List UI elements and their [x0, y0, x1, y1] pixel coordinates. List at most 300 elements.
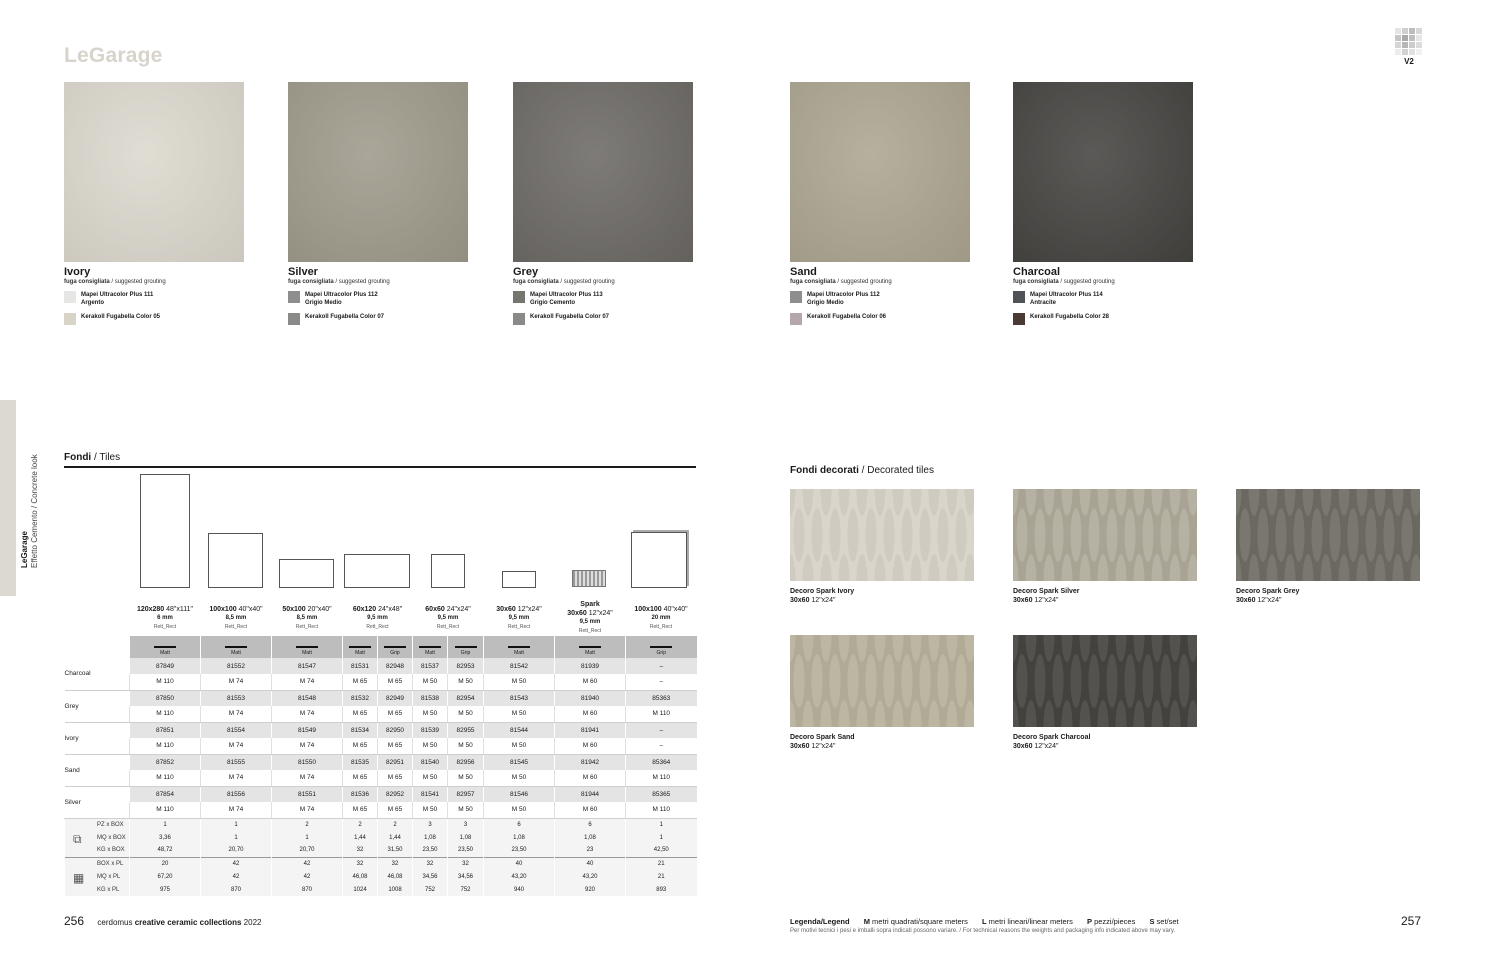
article-code: 85365: [626, 786, 697, 802]
unit-cell: M 74: [201, 802, 272, 818]
article-code: 81546: [484, 786, 555, 802]
grout-chip: [64, 313, 76, 325]
packing-value: 21: [626, 857, 697, 870]
packing-value: 1,08: [555, 831, 626, 844]
product-table: [64, 598, 697, 896]
packing-value: 752: [448, 883, 484, 896]
pallet-icon: ▦: [73, 870, 85, 885]
format-size: [413, 605, 484, 614]
format-size-cm: 100x100: [634, 605, 662, 613]
swatch-card: [790, 82, 972, 329]
unit-cell: M 50: [484, 802, 555, 818]
decorated-section-title: [790, 465, 934, 476]
article-code: 81536: [343, 786, 378, 802]
format-size-inch: 24"x48": [376, 605, 403, 613]
packing-value: 3: [448, 818, 484, 831]
article-code: 81543: [484, 690, 555, 706]
packing-value: 32: [378, 857, 413, 870]
unit-cell: M 50: [484, 706, 555, 722]
format-thickness: 9,5 mm: [579, 619, 601, 625]
decorated-image: [790, 635, 974, 727]
format-edge: Rett_Rect: [153, 623, 177, 630]
row-color-name: Silver: [65, 786, 130, 818]
article-code: 82948: [378, 658, 413, 674]
decorated-size-inch: 12"x24": [1255, 597, 1282, 604]
packing-value: 20,70: [201, 844, 272, 857]
side-label: [20, 454, 40, 568]
article-code: 81940: [555, 690, 626, 706]
format-size-inch: 40"x40": [661, 605, 688, 613]
swatch-image: [1013, 82, 1193, 262]
format-size: [484, 605, 555, 614]
format-size: [343, 605, 413, 614]
finish-label: Matt: [154, 646, 176, 656]
swatch-image: [790, 82, 970, 262]
packing-value: 67,20: [130, 870, 201, 883]
format-thickness: 6 mm: [157, 614, 173, 621]
packing-value: 23,50: [484, 844, 555, 857]
unit-cell: M 110: [130, 738, 201, 754]
unit-cell: M 110: [626, 706, 697, 722]
article-code: 81545: [484, 754, 555, 770]
swatch-card: [513, 82, 695, 329]
format-header: [555, 598, 626, 636]
format-size-inch: 12"x24": [515, 605, 542, 613]
unit-cell: M 50: [448, 802, 484, 818]
packing-value: 1: [201, 831, 272, 844]
v2-logo-grid-icon: [1395, 28, 1423, 55]
packing-value: 42: [201, 857, 272, 870]
finish-row: [65, 636, 697, 658]
swatch-name: Grey: [513, 266, 539, 278]
grout-chip: [790, 313, 802, 325]
grout-caption: [64, 279, 246, 285]
format-edge: Rett_Rect: [224, 623, 248, 630]
unit-cell: M 74: [272, 674, 343, 690]
unit-cell: M 50: [413, 738, 448, 754]
article-code: 82953: [448, 658, 484, 674]
row-color-name: Ivory: [65, 722, 130, 754]
format-thickness: 8,5 mm: [225, 614, 247, 621]
packing-value: 870: [272, 883, 343, 896]
footer-brandline: [97, 918, 261, 927]
unit-cell: M 50: [413, 770, 448, 786]
decorated-size-cm: 30x60: [790, 597, 810, 604]
decorated-image: [1236, 489, 1420, 581]
unit-cell: M 65: [378, 674, 413, 690]
article-code: 81941: [555, 722, 626, 738]
article-code: –: [626, 722, 697, 738]
format-size: [201, 605, 272, 614]
grout-mapei: [513, 291, 695, 307]
finish-label: Matt: [419, 646, 441, 656]
packing-value: 48,72: [130, 844, 201, 857]
format-size: [272, 605, 343, 614]
packing-value: 1,44: [343, 831, 378, 844]
decorated-size: [1236, 596, 1420, 605]
format-size-inch: 12"x24": [586, 610, 613, 617]
unit-cell: M 50: [413, 802, 448, 818]
grout-kerakoll-label: Kerakoll Fugabella Color 28: [1030, 314, 1110, 320]
format-size-cm: 120x280: [136, 605, 165, 613]
packing-row: [65, 818, 697, 831]
article-code: 81541: [413, 786, 448, 802]
format-header: [343, 598, 413, 636]
format-thickness: 8,5 mm: [296, 614, 318, 621]
packing-value: 46,08: [343, 870, 378, 883]
page-number-left: 256: [64, 914, 85, 928]
finish-cell: [555, 636, 626, 658]
article-code: 81939: [555, 658, 626, 674]
grout-caption-it: fuga consigliata: [288, 279, 334, 285]
unit-cell: M 74: [272, 802, 343, 818]
legend-s: [1149, 917, 1178, 926]
unit-cell: –: [626, 738, 697, 754]
swatch-image: [513, 82, 693, 262]
article-code: 87849: [130, 658, 201, 674]
packing-label: PZ x BOX: [97, 821, 124, 828]
decorated-image: [1013, 635, 1197, 727]
packing-value: 32: [413, 857, 448, 870]
grout-mapei-label: Mapei Ultracolor Plus 113 Grigio Cemento: [530, 292, 603, 306]
unit-cell: M 60: [555, 770, 626, 786]
packing-value: 32: [448, 857, 484, 870]
legend-note: Per motivi tecnici i pesi e imballi sopra indicati possono variare. / For technical reasons the weights and packaging info indicated above may vary.: [790, 928, 1176, 934]
packing-value: 46,08: [378, 870, 413, 883]
decorated-size-inch: 12"x24": [1032, 743, 1059, 750]
grout-kerakoll: [513, 313, 695, 329]
packing-value: 893: [626, 883, 697, 896]
decorated-name: Decoro Spark Sand: [790, 734, 855, 741]
article-code: 81547: [272, 658, 343, 674]
legend-l-text: metri lineari/linear meters: [986, 917, 1073, 926]
finish-spacer: [65, 636, 130, 658]
grout-mapei: [288, 291, 470, 307]
decorated-name: Decoro Spark Grey: [1236, 588, 1300, 595]
grout-chip: [513, 313, 525, 325]
decorated-card: [1013, 489, 1197, 605]
packing-value: 43,20: [555, 870, 626, 883]
format-60x60-shape: [431, 554, 465, 588]
swatch-card: [288, 82, 470, 329]
packing-label: MQ x PL: [97, 873, 121, 880]
legend-m-text: metri quadrati/square meters: [869, 917, 968, 926]
grout-chip: [288, 313, 300, 325]
article-code: 81537: [413, 658, 448, 674]
table-row: [65, 658, 697, 674]
unit-cell: M 65: [378, 706, 413, 722]
decorated-card: [790, 635, 974, 751]
unit-cell: M 50: [413, 706, 448, 722]
packing-label-cell: [65, 857, 130, 870]
format-thickness: 9,5 mm: [508, 614, 530, 621]
article-code: 87851: [130, 722, 201, 738]
packing-value: 23,50: [413, 844, 448, 857]
format-edge: Rett_Rect: [436, 623, 460, 630]
packing-value: 2: [343, 818, 378, 831]
grout-mapei: [790, 291, 972, 307]
finish-label: Matt: [349, 646, 371, 656]
table-row: [65, 738, 697, 754]
unit-cell: M 60: [555, 738, 626, 754]
grout-kerakoll: [1013, 313, 1195, 329]
format-header: [413, 598, 484, 636]
grout-mapei-label: Mapei Ultracolor Plus 111 Argento: [81, 292, 154, 306]
decorated-name: Decoro Spark Silver: [1013, 588, 1080, 595]
tiles-title-en: / Tiles: [91, 452, 121, 463]
decorated-image: [790, 489, 974, 581]
format-header: [130, 598, 201, 636]
format-100x100-20mm-shape: [631, 532, 687, 588]
format-size-cm: 60x120: [352, 605, 377, 613]
tiles-divider: [64, 466, 696, 468]
packing-label: KG x BOX: [97, 847, 125, 854]
unit-cell: M 50: [484, 738, 555, 754]
packing-value: 21: [626, 870, 697, 883]
packing-value: 20: [130, 857, 201, 870]
format-edge: Rett_Rect: [507, 623, 531, 630]
format-edge: Rett_Rect: [649, 623, 673, 630]
tiles-section-title: [64, 452, 120, 463]
tiles-title-it: Fondi: [64, 452, 92, 463]
grout-chip: [1013, 291, 1025, 303]
packing-row: [65, 857, 697, 870]
article-code: 87854: [130, 786, 201, 802]
format-edge: Rett_Rect: [578, 628, 602, 634]
format-size-inch: 24"x24": [444, 605, 471, 613]
legend-title: Legenda/Legend: [790, 917, 850, 926]
packing-row: [65, 831, 697, 844]
swatch-card: [64, 82, 246, 329]
grout-caption-en: / suggested grouting: [109, 279, 166, 285]
grout-kerakoll: [790, 313, 972, 329]
finish-cell: [448, 636, 484, 658]
grout-chip: [790, 291, 802, 303]
packing-value: 1,08: [413, 831, 448, 844]
grout-caption-en: / suggested grouting: [558, 279, 615, 285]
unit-cell: M 50: [448, 706, 484, 722]
packing-row: [65, 844, 697, 857]
side-collection: LeGarage: [20, 531, 29, 568]
table-row: [65, 706, 697, 722]
unit-cell: M 74: [201, 738, 272, 754]
format-size-cm: 30x60: [496, 605, 516, 613]
unit-cell: M 65: [343, 802, 378, 818]
grout-caption: [288, 279, 470, 285]
finish-label: Grip: [384, 646, 406, 656]
grout-caption-it: fuga consigliata: [513, 279, 559, 285]
packing-value: 2: [272, 818, 343, 831]
packing-value: 1: [201, 818, 272, 831]
grout-mapei: [64, 291, 246, 307]
packing-value: 20,70: [272, 844, 343, 857]
packing-value: 2: [378, 818, 413, 831]
article-code: 81553: [201, 690, 272, 706]
unit-cell: M 65: [343, 674, 378, 690]
decorated-title-it: Fondi decorati: [790, 465, 859, 476]
side-subtitle: Effetto Cemento / Concrete look: [30, 454, 39, 568]
packing-value: 42: [272, 870, 343, 883]
format-edge: Rett_Rect: [366, 623, 389, 630]
legend-l-key: L: [982, 917, 987, 926]
grout-chip: [513, 291, 525, 303]
unit-cell: M 110: [130, 706, 201, 722]
article-code: 81531: [343, 658, 378, 674]
footer-brand: cerdomus: [97, 918, 133, 927]
legend-s-text: set/set: [1154, 917, 1179, 926]
packing-value: 1,08: [484, 831, 555, 844]
unit-cell: M 50: [413, 674, 448, 690]
grout-caption-en: / suggested grouting: [1058, 279, 1115, 285]
finish-cell: [378, 636, 413, 658]
finish-cell: [413, 636, 448, 658]
decorated-size-cm: 30x60: [1013, 743, 1033, 750]
row-color-name: Grey: [65, 690, 130, 722]
finish-label: Matt: [508, 646, 530, 656]
footer-left: [64, 914, 261, 928]
article-code: 81551: [272, 786, 343, 802]
article-code: 81944: [555, 786, 626, 802]
table-row: [65, 754, 697, 770]
packing-value: 42,50: [626, 844, 697, 857]
format-size-cm: 60x60: [425, 605, 445, 613]
legend-m: [864, 917, 968, 926]
decorated-card: [790, 489, 974, 605]
article-code: 81532: [343, 690, 378, 706]
format-size-cm: 30x60: [567, 610, 587, 617]
format-size: [555, 609, 626, 618]
finish-cell: [343, 636, 378, 658]
format-size: [130, 605, 201, 614]
packing-value: 42: [272, 857, 343, 870]
format-spark-shape: [572, 570, 606, 587]
grout-caption-it: fuga consigliata: [64, 279, 110, 285]
row-color-name: Sand: [65, 754, 130, 786]
decorated-size: [790, 742, 974, 751]
unit-cell: M 50: [448, 738, 484, 754]
format-header: [484, 598, 555, 636]
decorated-card: [1013, 635, 1197, 751]
decorated-name: Decoro Spark Ivory: [790, 588, 855, 595]
table-row: [65, 722, 697, 738]
unit-cell: M 60: [555, 706, 626, 722]
packing-value: 6: [484, 818, 555, 831]
article-code: 85364: [626, 754, 697, 770]
header-spacer: [65, 598, 130, 636]
grout-caption-it: fuga consigliata: [1013, 279, 1059, 285]
finish-cell: [626, 636, 697, 658]
grout-mapei-label: Mapei Ultracolor Plus 112 Grigio Medio: [305, 292, 378, 306]
row-color-name: Charcoal: [65, 658, 130, 690]
swatch-name: Sand: [790, 266, 817, 278]
format-header: [272, 598, 343, 636]
finish-cell: [201, 636, 272, 658]
packing-row: [65, 870, 697, 883]
article-code: 81535: [343, 754, 378, 770]
unit-cell: M 74: [201, 706, 272, 722]
unit-cell: M 74: [201, 674, 272, 690]
decorated-size-cm: 30x60: [790, 743, 810, 750]
packing-value: 32: [343, 844, 378, 857]
packing-label-cell: [65, 883, 130, 896]
footer-year: 2022: [241, 918, 262, 927]
format-variant: Spark: [580, 601, 600, 608]
packing-value: 1,08: [448, 831, 484, 844]
packing-label-cell: [65, 818, 130, 831]
packing-row: [65, 883, 697, 896]
packing-label: BOX x PL: [97, 860, 124, 867]
format-thickness: 20 mm: [651, 614, 671, 621]
unit-cell: M 65: [378, 738, 413, 754]
finish-label: Grip: [650, 646, 672, 656]
decorated-size-cm: 30x60: [1236, 597, 1256, 604]
format-header: [201, 598, 272, 636]
packing-value: 1008: [378, 883, 413, 896]
packing-value: 1024: [343, 883, 378, 896]
format-100x100-shape: [208, 533, 263, 588]
swatch-image: [64, 82, 244, 262]
format-size-inch: 40"x40": [236, 605, 263, 613]
packing-value: 940: [484, 883, 555, 896]
article-code: 82956: [448, 754, 484, 770]
article-code: 85363: [626, 690, 697, 706]
article-code: 87850: [130, 690, 201, 706]
format-120x280-shape: [140, 474, 190, 588]
article-code: 82950: [378, 722, 413, 738]
packing-value: 1: [626, 831, 697, 844]
format-size-cm: 100x100: [209, 605, 237, 613]
article-code: 81549: [272, 722, 343, 738]
packing-value: 1,44: [378, 831, 413, 844]
article-code: 81554: [201, 722, 272, 738]
grout-chip: [288, 291, 300, 303]
article-code: 81542: [484, 658, 555, 674]
grout-chip: [64, 291, 76, 303]
packing-label-cell: [65, 870, 130, 883]
decorated-size: [790, 596, 974, 605]
packing-value: 23: [555, 844, 626, 857]
article-code: 81544: [484, 722, 555, 738]
unit-cell: M 110: [626, 802, 697, 818]
unit-cell: M 50: [448, 770, 484, 786]
legend-p-key: P: [1086, 917, 1092, 926]
article-code: 82954: [448, 690, 484, 706]
article-code: 82955: [448, 722, 484, 738]
article-code: 81540: [413, 754, 448, 770]
packing-label-cell: [65, 831, 130, 844]
format-50x100-shape: [279, 559, 334, 588]
format-size-cm: 50x100: [282, 605, 306, 613]
format-thickness: 9,5 mm: [367, 614, 388, 621]
article-code: 81942: [555, 754, 626, 770]
article-code: 81539: [413, 722, 448, 738]
format-header-row: [65, 598, 697, 636]
article-code: 81552: [201, 658, 272, 674]
grout-caption-en: / suggested grouting: [333, 279, 390, 285]
grout-chip: [1013, 313, 1025, 325]
table-row: [65, 674, 697, 690]
packing-value: 31,50: [378, 844, 413, 857]
article-code: –: [626, 658, 697, 674]
unit-cell: M 60: [555, 674, 626, 690]
swatch-name: Silver: [288, 266, 318, 278]
packing-value: 3: [413, 818, 448, 831]
format-size-inch: 20"x40": [305, 605, 332, 613]
unit-cell: M 74: [272, 706, 343, 722]
table-row: [65, 690, 697, 706]
grout-caption-en: / suggested grouting: [835, 279, 892, 285]
grout-caption: [513, 279, 695, 285]
